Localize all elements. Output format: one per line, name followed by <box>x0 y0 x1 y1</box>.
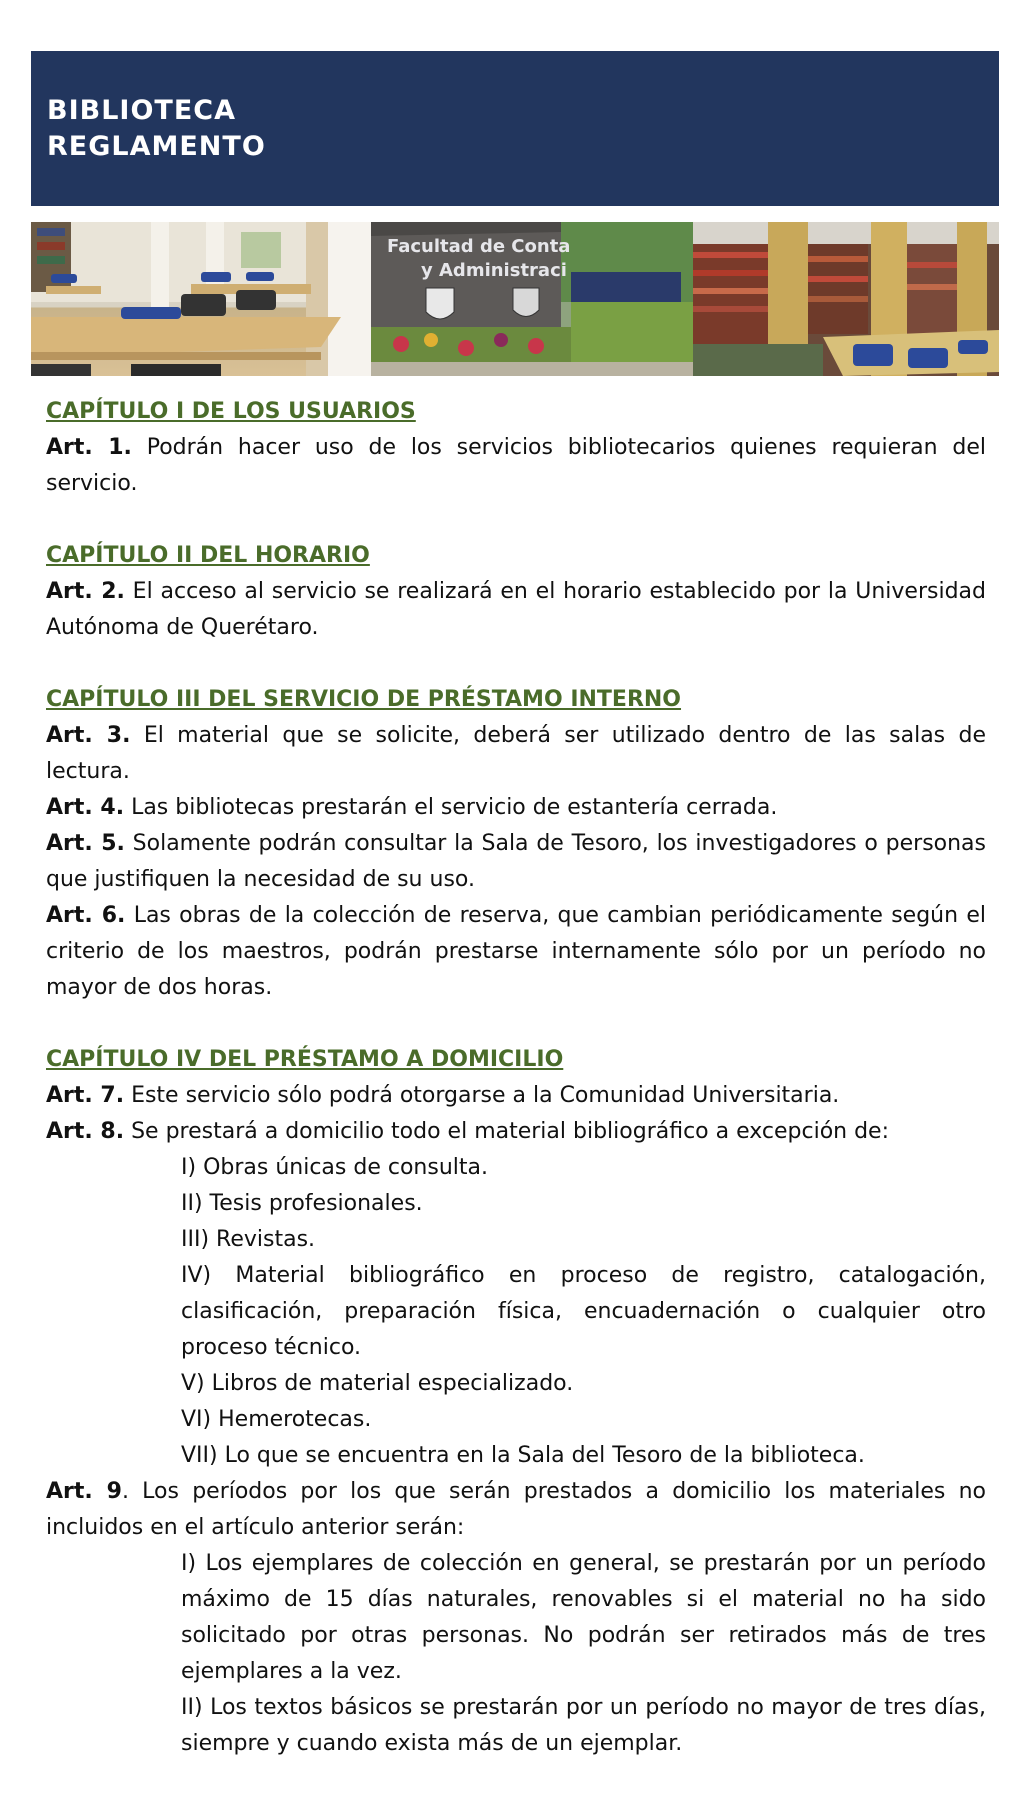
regulation-content <box>46 394 986 1762</box>
chapter-1-title: CAPÍTULO I DE LOS USUARIOS <box>46 399 416 424</box>
article-1 <box>46 430 986 502</box>
chapter-3-title: CAPÍTULO III DEL SERVICIO DE PRÉSTAMO INTERNO <box>46 687 682 712</box>
photo-strip <box>31 222 999 376</box>
sign-text-line2: y Administraci <box>421 260 567 281</box>
article-1-text: Podrán hacer uso de los servicios bibliotecarios quienes requieran del servicio. <box>46 435 987 496</box>
article-4 <box>46 790 986 826</box>
article-6-text: Las obras de la colección de reserva, que cambian periódicamente según el criterio de los maestros, podrán prestarse internamente sólo por un período no mayor de dos horas. <box>46 903 986 1000</box>
article-1-label: Art. 1. <box>46 435 132 460</box>
article-7-text: Este servicio sólo podrá otorgarse a la Comunidad Universitaria. <box>124 1083 840 1108</box>
article-2-text: El acceso al servicio se realizará en el horario establecido por la Universidad Autónoma de Querétaro. <box>46 579 986 640</box>
article-4-label: Art. 4. <box>46 795 125 820</box>
article-2-label: Art. 2. <box>46 579 125 604</box>
article-8-item: V) Libros de material especializado. <box>181 1371 574 1396</box>
article-3-label: Art. 3. <box>46 723 131 748</box>
article-9-label: Art. 9 <box>46 1479 122 1504</box>
article-8-item: I) Obras únicas de consulta. <box>181 1155 488 1180</box>
article-6 <box>46 898 986 1006</box>
article-2 <box>46 574 986 646</box>
header-subtitle: REGLAMENTO <box>47 131 266 162</box>
article-7-label: Art. 7. <box>46 1083 125 1108</box>
article-3-text: El material que se solicite, deberá ser utilizado dentro de las salas de lectura. <box>46 723 986 784</box>
article-8-item: III) Revistas. <box>181 1227 316 1252</box>
article-5 <box>46 826 986 898</box>
article-8-item: VII) Lo que se encuentra en la Sala del Tesoro de la biblioteca. <box>181 1443 865 1468</box>
article-8-item: IV) Material bibliográfico en proceso de registro, catalogación, clasificación, preparación física, encuadernación o cualquier otro proceso técnico. <box>181 1263 986 1360</box>
article-6-label: Art. 6. <box>46 903 126 928</box>
header-banner <box>31 51 999 206</box>
header-title: BIBLIOTECA <box>47 95 236 126</box>
article-8-label: Art. 8. <box>46 1119 125 1144</box>
article-8-item: II) Tesis profesionales. <box>181 1191 423 1216</box>
article-9-item: II) Los textos básicos se prestarán por un período no mayor de tres días, siempre y cuando exista más de un ejemplar. <box>181 1695 986 1756</box>
article-5-text: Solamente podrán consultar la Sala de Tesoro, los investigadores o personas que justifiquen la necesidad de su uso. <box>46 831 987 892</box>
chapter-2-title: CAPÍTULO II DEL HORARIO <box>46 543 370 568</box>
article-8-text: Se prestará a domicilio todo el material bibliográfico a excepción de: <box>124 1119 889 1144</box>
article-8 <box>46 1114 986 1150</box>
article-9-text: . Los períodos por los que serán prestados a domicilio los materiales no incluidos en el artículo anterior serán: <box>46 1479 986 1540</box>
sign-text-line1: Facultad de Conta <box>387 236 571 257</box>
reading-room-photo <box>31 222 371 376</box>
chapter-4-title: CAPÍTULO IV DEL PRÉSTAMO A DOMICILIO <box>46 1047 564 1072</box>
article-8-item: VI) Hemerotecas. <box>181 1407 372 1432</box>
article-4-text: Las bibliotecas prestarán el servicio de estantería cerrada. <box>124 795 778 820</box>
article-7 <box>46 1078 986 1114</box>
article-9-item: I) Los ejemplares de colección en general, se prestarán por un período máximo de 15 días naturales, renovables si el material no ha sido solicitado por otras personas. No podrán ser retirados más de tres ejemplares a la vez. <box>181 1551 986 1684</box>
article-5-label: Art. 5. <box>46 831 125 856</box>
article-3 <box>46 718 986 790</box>
book-stacks-photo <box>693 222 999 376</box>
faculty-sign-photo <box>371 222 693 376</box>
article-9 <box>46 1474 986 1546</box>
